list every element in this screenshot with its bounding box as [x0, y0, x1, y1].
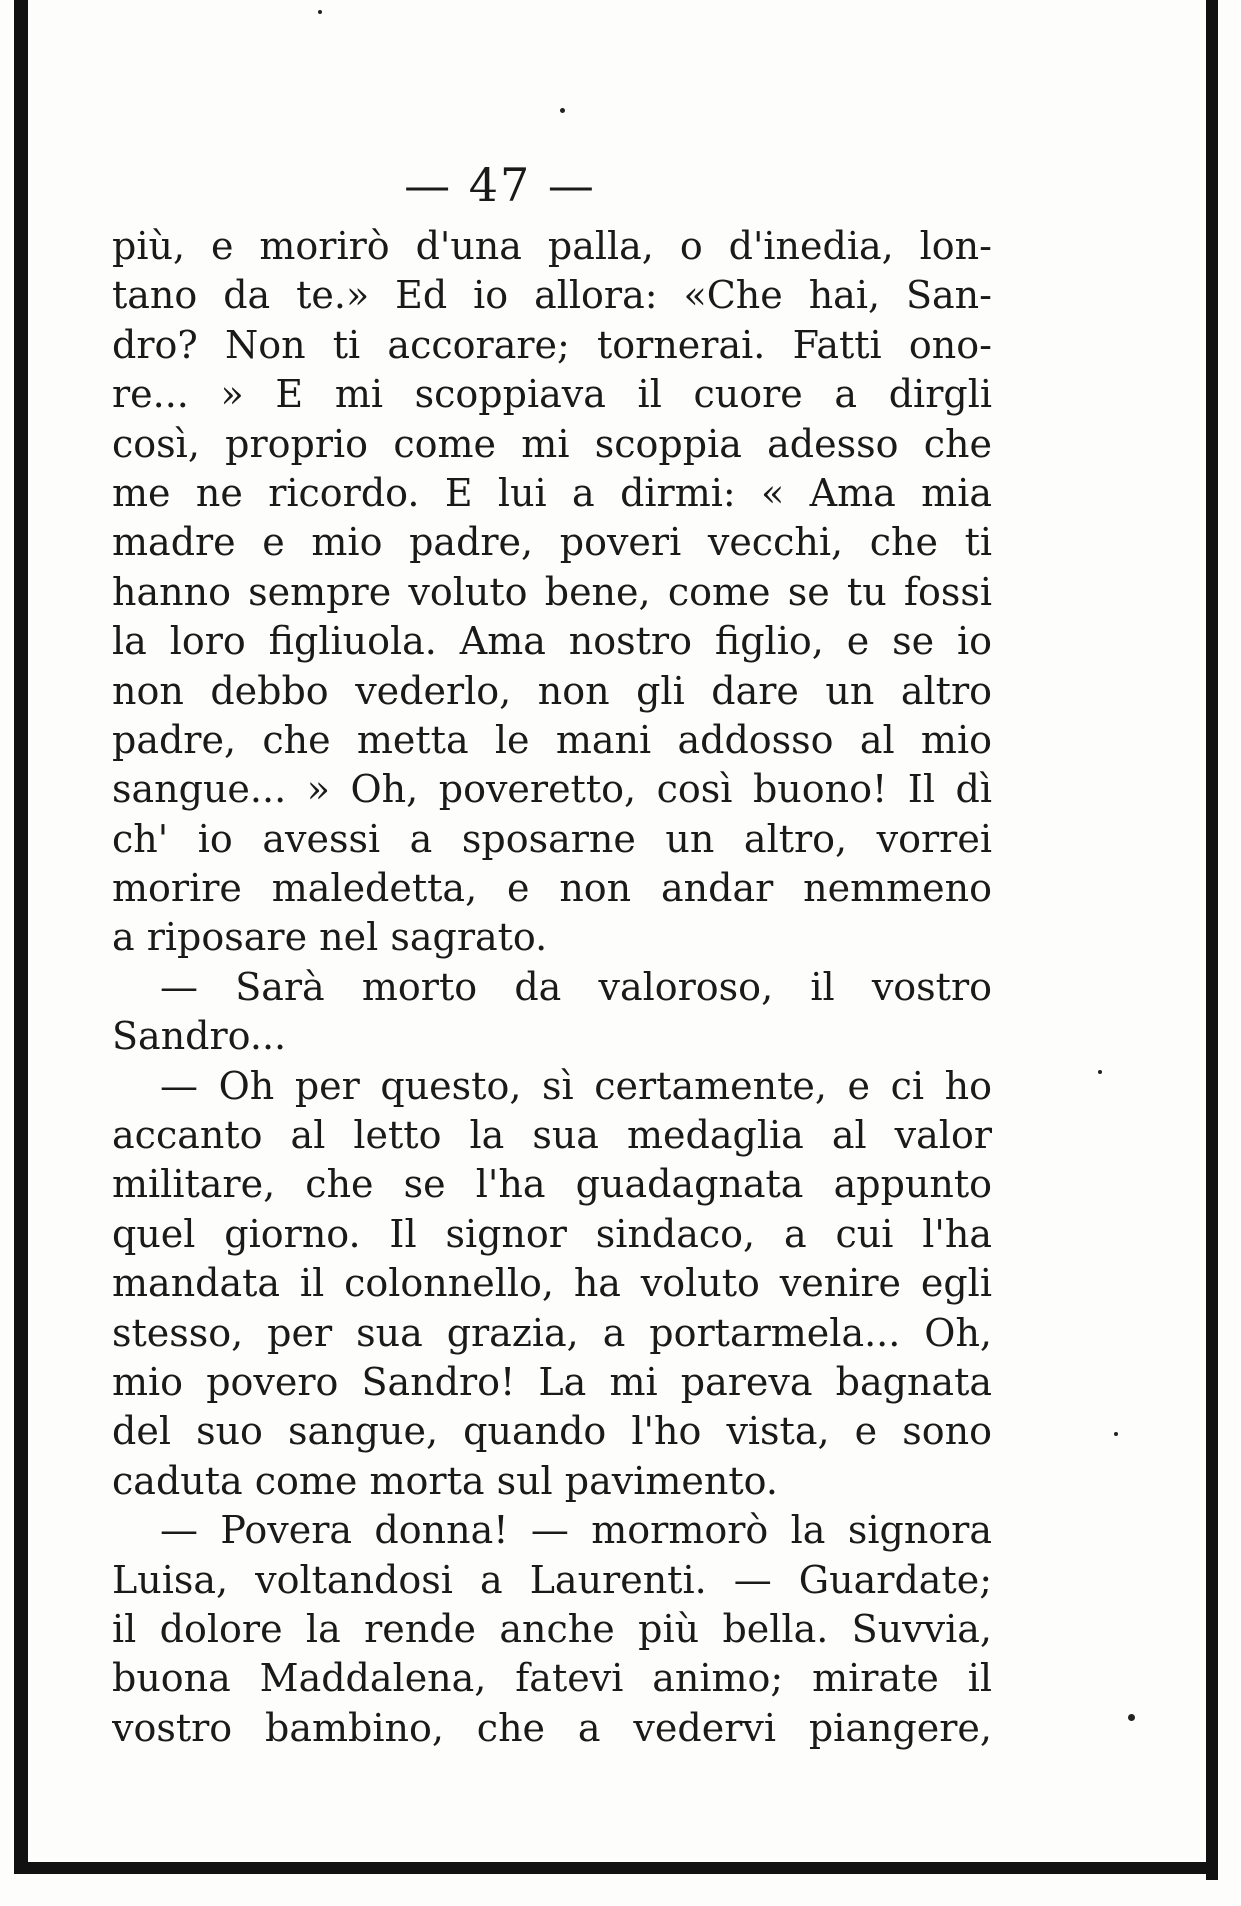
text-line: quel giorno. Il signor sindaco, a cui l'ha: [112, 1211, 992, 1256]
text-line: Luisa, voltandosi a Laurenti. — Guardate;: [112, 1557, 992, 1602]
scan-border-bottom: [14, 1862, 1218, 1874]
text-line: — Sarà morto da valoroso, il vostro: [160, 964, 992, 1009]
text-line: a riposare nel sagrato.: [112, 915, 548, 960]
text-line: re... » E mi scoppiava il cuore a dirgli: [112, 372, 992, 417]
text-line: padre, che metta le mani addosso al mio: [112, 717, 992, 762]
text-line: vostro bambino, che a vedervi piangere,: [112, 1705, 992, 1750]
text-line: non debbo vederlo, non gli dare un altro: [112, 668, 992, 713]
scan-border-left: [14, 0, 28, 1870]
text-line: ch' io avessi a sposarne un altro, vorrei: [112, 816, 992, 861]
text-line: morire maledetta, e non andar nemmeno: [112, 866, 992, 911]
text-line: me ne ricordo. E lui a dirmi: « Ama mia: [112, 470, 992, 515]
text-line: caduta come morta sul pavimento.: [112, 1458, 778, 1503]
text-line: accanto al letto la sua medaglia al valor: [112, 1113, 992, 1158]
text-line: tano da te.» Ed io allora: «Che hai, San-: [112, 273, 992, 318]
text-line: — Oh per questo, sì certamente, e ci ho: [160, 1063, 992, 1108]
text-line: più, e morirò d'una palla, o d'inedia, lon-: [112, 224, 992, 268]
text-line: militare, che se l'ha guadagnata appunto: [112, 1162, 992, 1207]
scan-speck: [1128, 1714, 1135, 1721]
text-line: madre e mio padre, poveri vecchi, che ti: [112, 520, 992, 565]
text-line: mandata il colonnello, ha voluto venire egli: [112, 1261, 992, 1306]
text-line: — Povera donna! — mormorò la signora: [160, 1508, 992, 1553]
text-line: la loro figliuola. Ama nostro figlio, e se io: [112, 619, 992, 664]
text-line: hanno sempre voluto bene, come se tu fossi: [112, 569, 992, 614]
text-line: mio povero Sandro! La mi pareva bagnata: [112, 1359, 992, 1404]
text-line: stesso, per sua grazia, a portarmela... Oh,: [112, 1310, 992, 1355]
text-line: così, proprio come mi scoppia adesso che: [112, 421, 992, 466]
scan-speck: [318, 10, 322, 14]
text-line: dro? Non ti accorare; tornerai. Fatti ono-: [112, 322, 992, 367]
text-line: sangue... » Oh, poveretto, così buono! Il dì: [112, 767, 992, 812]
scan-speck: [1098, 1070, 1102, 1074]
scan-speck: [1114, 1432, 1118, 1436]
scan-border-right: [1206, 0, 1218, 1880]
text-line: Sandro...: [112, 1014, 287, 1059]
body-text: [112, 222, 992, 1753]
page-number: — 47 —: [404, 158, 596, 212]
text-line: buona Maddalena, fatevi animo; mirate il: [112, 1656, 992, 1701]
text-line: del suo sangue, quando l'ho vista, e sono: [112, 1409, 992, 1454]
text-line: il dolore la rende anche più bella. Suvvia,: [112, 1606, 992, 1651]
scan-speck: [560, 108, 565, 113]
